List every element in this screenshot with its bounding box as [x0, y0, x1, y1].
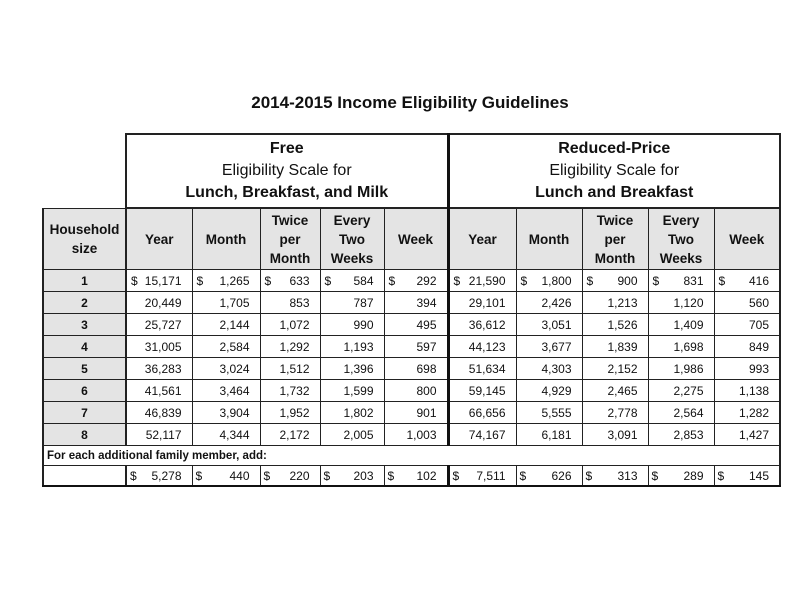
free-value-cell [260, 270, 320, 292]
reduced-value-cell: 4,929 [516, 380, 582, 402]
dollar-sign: $ [651, 468, 659, 483]
dollar-sign: $ [196, 273, 204, 288]
free-value-cell: 1,802 [320, 402, 384, 424]
reduced-value-cell: 74,167 [448, 424, 516, 446]
free-col-header [384, 208, 448, 270]
free-additional-cell [126, 466, 192, 487]
reduced-value-cell: 29,101 [448, 292, 516, 314]
amount: 220 [289, 468, 310, 483]
free-value-cell: 52,117 [126, 424, 192, 446]
free-value-cell: 25,727 [126, 314, 192, 336]
reduced-value-cell: 3,677 [516, 336, 582, 358]
household-size-cell: 8 [43, 424, 126, 446]
col-header-text: per [604, 231, 626, 247]
amount: 440 [229, 468, 250, 483]
free-value-cell: 2,172 [260, 424, 320, 446]
reduced-subtitle: Eligibility Scale for [549, 162, 680, 179]
reduced-value-cell: 1,213 [582, 292, 648, 314]
amount: 5,278 [151, 468, 182, 483]
reduced-value-cell [714, 270, 780, 292]
col-header-text: Year [468, 231, 497, 247]
dollar-sign: $ [453, 273, 461, 288]
amount: 831 [683, 273, 704, 288]
additional-blank-cell [43, 466, 126, 487]
free-value-cell: 800 [384, 380, 448, 402]
dollar-sign: $ [519, 468, 527, 483]
free-value-cell [320, 270, 384, 292]
reduced-value-cell: 2,853 [648, 424, 714, 446]
free-value-cell: 46,839 [126, 402, 192, 424]
reduced-value-cell: 1,138 [714, 380, 780, 402]
dollar-sign: $ [387, 468, 395, 483]
amount: 292 [416, 273, 437, 288]
reduced-value-cell: 993 [714, 358, 780, 380]
household-size-cell: 4 [43, 336, 126, 358]
dollar-sign: $ [323, 468, 331, 483]
reduced-value-cell: 1,839 [582, 336, 648, 358]
reduced-value-cell: 2,778 [582, 402, 648, 424]
amount: 584 [353, 273, 374, 288]
free-additional-cell [260, 466, 320, 487]
reduced-value-cell: 36,612 [448, 314, 516, 336]
household-size-header [43, 208, 126, 270]
free-col-header [126, 208, 192, 270]
free-value-cell: 31,005 [126, 336, 192, 358]
free-value-cell [384, 270, 448, 292]
reduced-value-cell: 5,555 [516, 402, 582, 424]
reduced-group-header [448, 134, 780, 208]
additional-values-row [43, 466, 780, 487]
free-value-cell: 1,292 [260, 336, 320, 358]
amount: 416 [748, 273, 769, 288]
amount: 1,265 [219, 273, 250, 288]
amount: 15,171 [144, 273, 182, 288]
free-col-header [260, 208, 320, 270]
group-header-row [43, 134, 780, 208]
reduced-additional-cell [714, 466, 780, 487]
amount: 633 [289, 273, 310, 288]
additional-member-label: For each additional family member, add: [43, 446, 780, 466]
reduced-value-cell [582, 270, 648, 292]
column-header-row [43, 208, 780, 270]
reduced-value-cell: 2,564 [648, 402, 714, 424]
free-value-cell: 394 [384, 292, 448, 314]
free-value-cell: 495 [384, 314, 448, 336]
dollar-sign: $ [131, 273, 138, 288]
dollar-sign: $ [263, 468, 271, 483]
free-additional-cell [192, 466, 260, 487]
reduced-value-cell: 1,282 [714, 402, 780, 424]
table-row [43, 336, 780, 358]
household-header-line2: size [71, 240, 98, 256]
free-subtitle: Eligibility Scale for [221, 162, 352, 179]
reduced-value-cell [448, 270, 516, 292]
dollar-sign: $ [652, 273, 660, 288]
amount: 21,590 [468, 273, 506, 288]
additional-label-row [43, 446, 780, 466]
amount: 102 [416, 468, 437, 483]
dollar-sign: $ [717, 468, 725, 483]
free-value-cell: 787 [320, 292, 384, 314]
col-header-text: Twice [596, 212, 634, 228]
reduced-value-cell: 2,465 [582, 380, 648, 402]
dollar-sign: $ [195, 468, 203, 483]
free-value-cell: 1,705 [192, 292, 260, 314]
reduced-additional-cell [648, 466, 714, 487]
free-value-cell: 2,144 [192, 314, 260, 336]
free-value-cell: 3,024 [192, 358, 260, 380]
free-value-cell: 990 [320, 314, 384, 336]
col-header-text: Two [668, 231, 694, 247]
free-col-header [192, 208, 260, 270]
reduced-value-cell: 1,409 [648, 314, 714, 336]
reduced-additional-cell [582, 466, 648, 487]
reduced-col-header [648, 208, 714, 270]
free-col-header [320, 208, 384, 270]
reduced-value-cell: 1,698 [648, 336, 714, 358]
col-header-text: Year [144, 231, 174, 247]
free-value-cell: 2,584 [192, 336, 260, 358]
reduced-value-cell: 1,120 [648, 292, 714, 314]
reduced-title: Reduced-Price [558, 140, 671, 157]
amount: 900 [617, 273, 638, 288]
free-value-cell: 698 [384, 358, 448, 380]
table-row [43, 270, 780, 292]
reduced-value-cell: 51,634 [448, 358, 516, 380]
free-value-cell: 597 [384, 336, 448, 358]
reduced-value-cell: 2,426 [516, 292, 582, 314]
free-value-cell: 4,344 [192, 424, 260, 446]
col-header-text: per [279, 231, 301, 247]
reduced-col-header [582, 208, 648, 270]
reduced-col-header [448, 208, 516, 270]
reduced-value-cell: 3,051 [516, 314, 582, 336]
reduced-value-cell: 2,275 [648, 380, 714, 402]
reduced-value-cell [516, 270, 582, 292]
free-value-cell: 1,599 [320, 380, 384, 402]
col-header-text: Twice [271, 212, 309, 228]
col-header-text: Week [729, 231, 765, 247]
reduced-value-cell: 4,303 [516, 358, 582, 380]
reduced-value-cell: 44,123 [448, 336, 516, 358]
reduced-meals: Lunch and Breakfast [535, 184, 694, 201]
eligibility-table [42, 133, 781, 487]
free-value-cell [192, 270, 260, 292]
free-value-cell: 41,561 [126, 380, 192, 402]
col-header-text: Weeks [659, 250, 703, 266]
free-value-cell: 1,003 [384, 424, 448, 446]
free-value-cell: 1,512 [260, 358, 320, 380]
free-value-cell: 3,904 [192, 402, 260, 424]
reduced-col-header [516, 208, 582, 270]
free-value-cell: 1,732 [260, 380, 320, 402]
dollar-sign: $ [388, 273, 396, 288]
reduced-value-cell: 1,526 [582, 314, 648, 336]
free-additional-cell [320, 466, 384, 487]
free-value-cell [126, 270, 192, 292]
table-row [43, 358, 780, 380]
free-value-cell: 853 [260, 292, 320, 314]
col-header-text: Week [397, 231, 434, 247]
col-header-text: Month [594, 250, 636, 266]
household-size-cell: 2 [43, 292, 126, 314]
amount: 203 [353, 468, 374, 483]
free-title: Free [269, 140, 304, 157]
reduced-value-cell: 1,427 [714, 424, 780, 446]
dollar-sign: $ [324, 273, 332, 288]
col-header-text: Month [528, 231, 570, 247]
table-row [43, 380, 780, 402]
free-value-cell: 1,072 [260, 314, 320, 336]
dollar-sign: $ [452, 468, 460, 483]
dollar-sign: $ [718, 273, 726, 288]
free-value-cell: 1,396 [320, 358, 384, 380]
free-value-cell: 1,193 [320, 336, 384, 358]
free-group-header [126, 134, 448, 208]
reduced-value-cell [648, 270, 714, 292]
table-row [43, 314, 780, 336]
amount: 626 [551, 468, 572, 483]
col-header-text: Two [339, 231, 365, 247]
free-additional-cell [384, 466, 448, 487]
free-value-cell: 2,005 [320, 424, 384, 446]
dollar-sign: $ [130, 468, 137, 483]
free-value-cell: 20,449 [126, 292, 192, 314]
household-size-cell: 5 [43, 358, 126, 380]
corner-blank [43, 134, 126, 208]
amount: 145 [748, 468, 769, 483]
dollar-sign: $ [520, 273, 528, 288]
household-size-cell: 7 [43, 402, 126, 424]
page-title: 2014-2015 Income Eligibility Guidelines [251, 93, 569, 112]
amount: 1,800 [541, 273, 572, 288]
reduced-value-cell: 66,656 [448, 402, 516, 424]
reduced-value-cell: 1,986 [648, 358, 714, 380]
free-value-cell: 901 [384, 402, 448, 424]
free-value-cell: 3,464 [192, 380, 260, 402]
reduced-value-cell: 6,181 [516, 424, 582, 446]
reduced-value-cell: 3,091 [582, 424, 648, 446]
dollar-sign: $ [264, 273, 272, 288]
dollar-sign: $ [585, 468, 593, 483]
reduced-additional-cell [516, 466, 582, 487]
reduced-value-cell: 849 [714, 336, 780, 358]
amount: 7,511 [476, 468, 506, 483]
household-size-cell: 3 [43, 314, 126, 336]
col-header-text: Weeks [330, 250, 374, 266]
free-value-cell: 36,283 [126, 358, 192, 380]
free-value-cell: 1,952 [260, 402, 320, 424]
col-header-text: Every [662, 212, 700, 228]
table-row [43, 424, 780, 446]
free-meals: Lunch, Breakfast, and Milk [185, 184, 389, 201]
household-size-cell: 1 [43, 270, 126, 292]
reduced-additional-cell [448, 466, 516, 487]
amount: 289 [683, 468, 704, 483]
household-size-cell: 6 [43, 380, 126, 402]
table-row [43, 292, 780, 314]
reduced-value-cell: 59,145 [448, 380, 516, 402]
reduced-value-cell: 705 [714, 314, 780, 336]
amount: 313 [617, 468, 638, 483]
reduced-value-cell: 560 [714, 292, 780, 314]
reduced-col-header [714, 208, 780, 270]
col-header-text: Month [205, 231, 247, 247]
col-header-text: Every [333, 212, 371, 228]
dollar-sign: $ [586, 273, 594, 288]
reduced-value-cell: 2,152 [582, 358, 648, 380]
col-header-text: Month [269, 250, 311, 266]
household-header-line1: Household [49, 221, 120, 237]
table-row [43, 402, 780, 424]
